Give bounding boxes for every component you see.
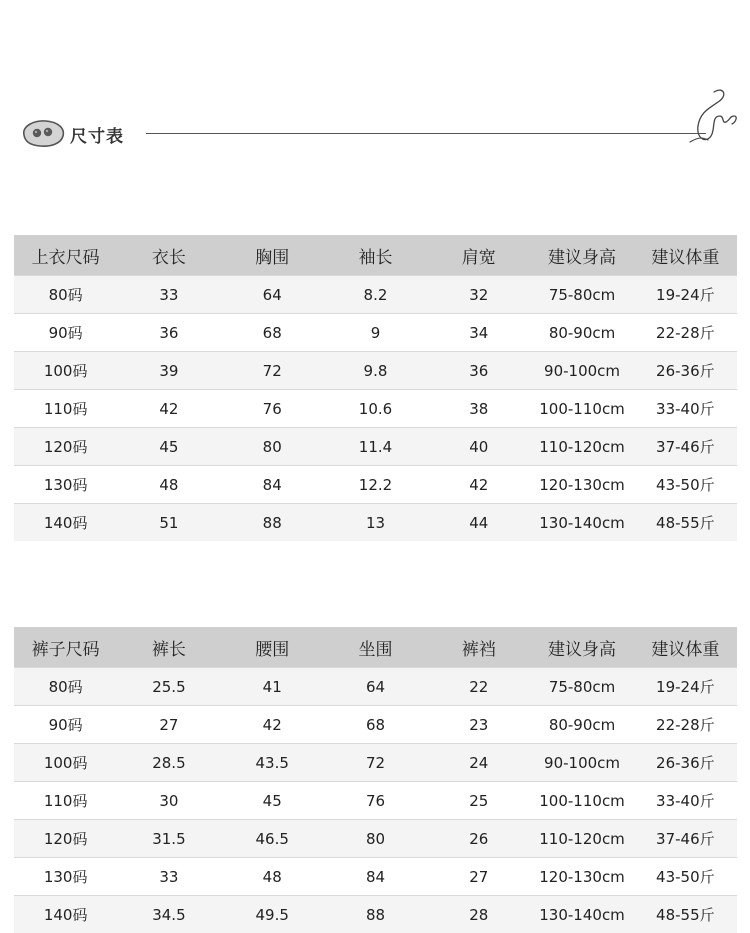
table-row	[14, 706, 737, 744]
table-cell: 19-24斤	[634, 668, 737, 706]
table-cell: 68	[324, 706, 427, 744]
table-cell: 28	[427, 896, 530, 933]
table-row	[14, 314, 737, 352]
table-cell: 23	[427, 706, 530, 744]
table-cell: 9	[324, 314, 427, 352]
table-cell: 19-24斤	[634, 276, 737, 314]
table-cell: 25.5	[117, 668, 220, 706]
table-cell: 43-50斤	[634, 858, 737, 896]
column-header: 建议体重	[634, 627, 737, 668]
table-row	[14, 896, 737, 933]
column-header: 腰围	[221, 627, 324, 668]
table-cell: 45	[221, 782, 324, 820]
table-cell: 42	[117, 390, 220, 428]
table-cell: 33-40斤	[634, 390, 737, 428]
table-row	[14, 390, 737, 428]
table-cell: 100-110cm	[530, 782, 633, 820]
table-cell: 76	[324, 782, 427, 820]
table-cell: 48	[117, 466, 220, 504]
table-cell: 76	[221, 390, 324, 428]
table-cell: 84	[324, 858, 427, 896]
table-cell: 75-80cm	[530, 276, 633, 314]
table-cell: 110-120cm	[530, 820, 633, 858]
size-signature-script	[684, 86, 740, 150]
table-cell: 27	[117, 706, 220, 744]
column-header: 建议体重	[634, 235, 737, 276]
table-cell: 34.5	[117, 896, 220, 933]
table-cell: 90-100cm	[530, 744, 633, 782]
page-title: 尺寸表	[70, 127, 124, 147]
table-cell: 88	[221, 504, 324, 542]
table-cell: 120码	[14, 820, 117, 858]
table-row	[14, 782, 737, 820]
table-cell: 48	[221, 858, 324, 896]
header-divider	[146, 133, 706, 134]
table-cell: 72	[221, 352, 324, 390]
table-cell: 27	[427, 858, 530, 896]
table-cell: 64	[324, 668, 427, 706]
table-cell: 90-100cm	[530, 352, 633, 390]
column-header: 袖长	[324, 235, 427, 276]
table-cell: 41	[221, 668, 324, 706]
table-cell: 130-140cm	[530, 896, 633, 933]
table-cell: 80码	[14, 276, 117, 314]
table-cell: 100码	[14, 352, 117, 390]
table-cell: 33	[117, 276, 220, 314]
table-cell: 120码	[14, 428, 117, 466]
table-cell: 80-90cm	[530, 314, 633, 352]
table-cell: 120-130cm	[530, 858, 633, 896]
table-row	[14, 352, 737, 390]
table-cell: 31.5	[117, 820, 220, 858]
table-cell: 130码	[14, 466, 117, 504]
table-cell: 36	[117, 314, 220, 352]
table-cell: 12.2	[324, 466, 427, 504]
column-header: 肩宽	[427, 235, 530, 276]
table-cell: 22	[427, 668, 530, 706]
table-cell: 24	[427, 744, 530, 782]
table-cell: 64	[221, 276, 324, 314]
table-cell: 140码	[14, 504, 117, 542]
table-cell: 48-55斤	[634, 896, 737, 933]
table-cell: 88	[324, 896, 427, 933]
column-header: 上衣尺码	[14, 235, 117, 276]
table-cell: 33	[117, 858, 220, 896]
table-cell: 26-36斤	[634, 744, 737, 782]
table-cell: 46.5	[221, 820, 324, 858]
table-cell: 40	[427, 428, 530, 466]
size-chart-header	[20, 112, 736, 158]
table-cell: 37-46斤	[634, 820, 737, 858]
table-cell: 42	[427, 466, 530, 504]
table-cell: 80码	[14, 668, 117, 706]
table-cell: 80	[324, 820, 427, 858]
column-header: 裤子尺码	[14, 627, 117, 668]
tops-header-row	[14, 235, 737, 276]
table-cell: 44	[427, 504, 530, 542]
table-cell: 100码	[14, 744, 117, 782]
table-row	[14, 668, 737, 706]
table-cell: 22-28斤	[634, 706, 737, 744]
pants-size-table	[14, 627, 737, 933]
table-cell: 45	[117, 428, 220, 466]
table-cell: 26-36斤	[634, 352, 737, 390]
column-header: 坐围	[324, 627, 427, 668]
table-cell: 13	[324, 504, 427, 542]
table-cell: 90码	[14, 706, 117, 744]
table-cell: 130码	[14, 858, 117, 896]
table-cell: 90码	[14, 314, 117, 352]
table-row	[14, 858, 737, 896]
table-cell: 110码	[14, 782, 117, 820]
table-cell: 68	[221, 314, 324, 352]
table-cell: 72	[324, 744, 427, 782]
table-cell: 130-140cm	[530, 504, 633, 542]
table-cell: 43.5	[221, 744, 324, 782]
table-cell: 110码	[14, 390, 117, 428]
blob-logo-icon	[20, 118, 66, 148]
table-cell: 11.4	[324, 428, 427, 466]
table-row	[14, 466, 737, 504]
table-row	[14, 276, 737, 314]
table-cell: 140码	[14, 896, 117, 933]
table-cell: 32	[427, 276, 530, 314]
table-row	[14, 504, 737, 542]
column-header: 裤裆	[427, 627, 530, 668]
column-header: 裤长	[117, 627, 220, 668]
table-cell: 8.2	[324, 276, 427, 314]
table-row	[14, 820, 737, 858]
table-cell: 30	[117, 782, 220, 820]
table-cell: 28.5	[117, 744, 220, 782]
table-cell: 42	[221, 706, 324, 744]
table-cell: 80-90cm	[530, 706, 633, 744]
table-cell: 49.5	[221, 896, 324, 933]
table-cell: 26	[427, 820, 530, 858]
table-cell: 39	[117, 352, 220, 390]
column-header: 衣长	[117, 235, 220, 276]
tops-size-table	[14, 235, 737, 541]
table-cell: 33-40斤	[634, 782, 737, 820]
table-cell: 80	[221, 428, 324, 466]
table-cell: 22-28斤	[634, 314, 737, 352]
table-cell: 110-120cm	[530, 428, 633, 466]
table-cell: 51	[117, 504, 220, 542]
table-cell: 36	[427, 352, 530, 390]
column-header: 建议身高	[530, 235, 633, 276]
column-header: 胸围	[221, 235, 324, 276]
table-row	[14, 744, 737, 782]
pants-header-row	[14, 627, 737, 668]
table-cell: 10.6	[324, 390, 427, 428]
table-cell: 75-80cm	[530, 668, 633, 706]
table-cell: 120-130cm	[530, 466, 633, 504]
table-cell: 100-110cm	[530, 390, 633, 428]
table-cell: 9.8	[324, 352, 427, 390]
table-cell: 25	[427, 782, 530, 820]
table-row	[14, 428, 737, 466]
table-cell: 48-55斤	[634, 504, 737, 542]
table-cell: 38	[427, 390, 530, 428]
table-cell: 34	[427, 314, 530, 352]
column-header: 建议身高	[530, 627, 633, 668]
table-cell: 84	[221, 466, 324, 504]
table-cell: 37-46斤	[634, 428, 737, 466]
table-cell: 43-50斤	[634, 466, 737, 504]
